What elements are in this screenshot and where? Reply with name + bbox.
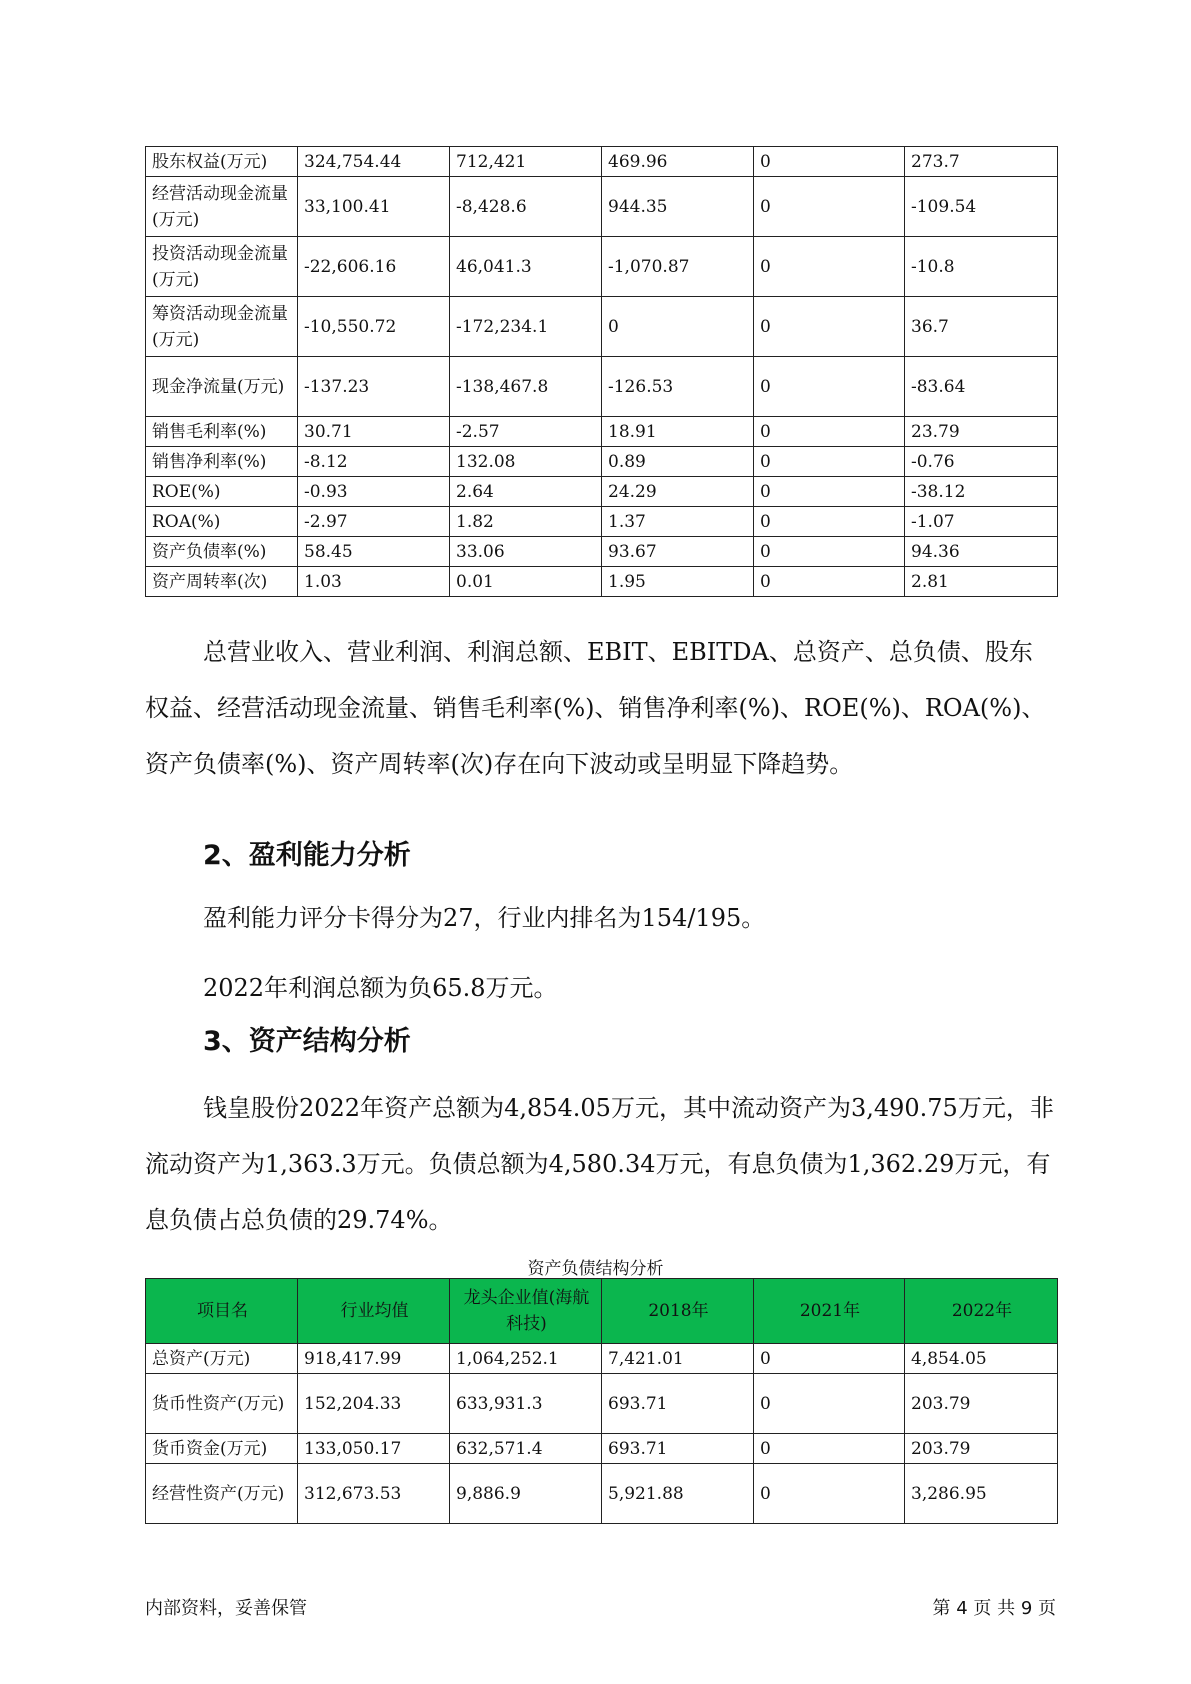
value-cell: 1.82 <box>450 507 602 537</box>
value-cell: 2.64 <box>450 477 602 507</box>
row-label-cell: 股东权益(万元) <box>146 147 298 177</box>
table-row <box>146 477 1058 507</box>
table-caption: 资产负债结构分析 <box>527 1259 664 1279</box>
row-label-cell: 销售毛利率(%) <box>146 417 298 447</box>
value-cell: 0 <box>754 177 905 237</box>
value-cell: 1.37 <box>602 507 754 537</box>
table-row <box>146 357 1058 417</box>
value-cell: 633,931.3 <box>450 1374 602 1434</box>
column-header-cell: 行业均值 <box>298 1279 450 1344</box>
footer-confidential-note: 内部资料，妥善保管 <box>145 1598 307 1619</box>
value-cell: 0 <box>754 297 905 357</box>
value-cell: 94.36 <box>905 537 1058 567</box>
value-cell: -0.93 <box>298 477 450 507</box>
row-label-cell: 货币资金(万元) <box>146 1434 298 1464</box>
value-cell: 0 <box>754 567 905 597</box>
value-cell: 2.81 <box>905 567 1058 597</box>
table-row <box>146 177 1058 237</box>
value-cell: 93.67 <box>602 537 754 567</box>
value-cell: -138,467.8 <box>450 357 602 417</box>
value-cell: 1.03 <box>298 567 450 597</box>
value-cell: 0 <box>754 147 905 177</box>
value-cell: -10.8 <box>905 237 1058 297</box>
value-cell: 33,100.41 <box>298 177 450 237</box>
value-cell: -109.54 <box>905 177 1058 237</box>
value-cell: 0 <box>754 237 905 297</box>
asset-structure-paragraph: 钱皇股份2022年资产总额为4,854.05万元，其中流动资产为3,490.75万元，非流动资产为1,363.3万元。负债总额为4,580.34万元，有息负债为1,362.29万元，有息负债占总负债的29.74%。 <box>145 1094 1054 1234</box>
value-cell: -137.23 <box>298 357 450 417</box>
table-row <box>146 447 1058 477</box>
value-cell: 133,050.17 <box>298 1434 450 1464</box>
value-cell: 0 <box>754 1344 905 1374</box>
value-cell: -2.57 <box>450 417 602 447</box>
table-row <box>146 1434 1058 1464</box>
value-cell: -8,428.6 <box>450 177 602 237</box>
row-label-cell: 投资活动现金流量(万元) <box>146 237 298 297</box>
value-cell: 24.29 <box>602 477 754 507</box>
footer-page-number: 第 4 页 共 9 页 <box>932 1598 1056 1619</box>
value-cell: -38.12 <box>905 477 1058 507</box>
column-header-cell: 2021年 <box>754 1279 905 1344</box>
table-row <box>146 507 1058 537</box>
value-cell: 3,286.95 <box>905 1464 1058 1524</box>
value-cell: 0.01 <box>450 567 602 597</box>
value-cell: -0.76 <box>905 447 1058 477</box>
value-cell: 18.91 <box>602 417 754 447</box>
summary-paragraph: 总营业收入、营业利润、利润总额、EBIT、EBITDA、总资产、总负债、股东权益、经营活动现金流量、销售毛利率(%)、销售净利率(%)、ROE(%)、ROA(%)、资产负债率(%)、资产周转率(次)存在向下波动或呈明显下降趋势。 <box>145 638 1046 778</box>
value-cell: -8.12 <box>298 447 450 477</box>
table-row <box>146 297 1058 357</box>
value-cell: 46,041.3 <box>450 237 602 297</box>
column-header-cell: 项目名 <box>146 1279 298 1344</box>
value-cell: -22,606.16 <box>298 237 450 297</box>
value-cell: 944.35 <box>602 177 754 237</box>
value-cell: 0 <box>754 1374 905 1434</box>
table-row <box>146 1374 1058 1434</box>
value-cell: 33.06 <box>450 537 602 567</box>
value-cell: 0 <box>754 447 905 477</box>
value-cell: 0 <box>754 537 905 567</box>
value-cell: 1,064,252.1 <box>450 1344 602 1374</box>
value-cell: 0 <box>602 297 754 357</box>
value-cell: 203.79 <box>905 1374 1058 1434</box>
row-label-cell: 资产周转率(次) <box>146 567 298 597</box>
value-cell: 0 <box>754 357 905 417</box>
table-row <box>146 417 1058 447</box>
value-cell: 632,571.4 <box>450 1434 602 1464</box>
row-label-cell: 现金净流量(万元) <box>146 357 298 417</box>
column-header-cell: 2022年 <box>905 1279 1058 1344</box>
value-cell: 5,921.88 <box>602 1464 754 1524</box>
row-label-cell: 总资产(万元) <box>146 1344 298 1374</box>
value-cell: 273.7 <box>905 147 1058 177</box>
table-header-row <box>146 1279 1058 1344</box>
value-cell: 23.79 <box>905 417 1058 447</box>
row-label-cell: 销售净利率(%) <box>146 447 298 477</box>
table-row <box>146 1344 1058 1374</box>
value-cell: 0 <box>754 1464 905 1524</box>
value-cell: 58.45 <box>298 537 450 567</box>
value-cell: 918,417.99 <box>298 1344 450 1374</box>
value-cell: 0 <box>754 1434 905 1464</box>
value-cell: -83.64 <box>905 357 1058 417</box>
financial-indicators-table <box>145 146 1058 597</box>
row-label-cell: 资产负债率(%) <box>146 537 298 567</box>
table-row <box>146 1464 1058 1524</box>
value-cell: 30.71 <box>298 417 450 447</box>
table-row <box>146 567 1058 597</box>
column-header-cell: 龙头企业值(海航科技) <box>450 1279 602 1344</box>
value-cell: 9,886.9 <box>450 1464 602 1524</box>
value-cell: -1,070.87 <box>602 237 754 297</box>
value-cell: 324,754.44 <box>298 147 450 177</box>
table-row <box>146 537 1058 567</box>
value-cell: 693.71 <box>602 1434 754 1464</box>
asset-liability-structure-table <box>145 1278 1058 1524</box>
value-cell: 712,421 <box>450 147 602 177</box>
row-label-cell: 经营活动现金流量(万元) <box>146 177 298 237</box>
value-cell: 152,204.33 <box>298 1374 450 1434</box>
row-label-cell: ROA(%) <box>146 507 298 537</box>
value-cell: 132.08 <box>450 447 602 477</box>
value-cell: 0 <box>754 417 905 447</box>
row-label-cell: 货币性资产(万元) <box>146 1374 298 1434</box>
row-label-cell: 筹资活动现金流量(万元) <box>146 297 298 357</box>
value-cell: -10,550.72 <box>298 297 450 357</box>
value-cell: 0 <box>754 477 905 507</box>
value-cell: 0.89 <box>602 447 754 477</box>
value-cell: 203.79 <box>905 1434 1058 1464</box>
section-heading-asset-structure: 3、资产结构分析 <box>203 1026 411 1057</box>
row-label-cell: ROE(%) <box>146 477 298 507</box>
value-cell: -126.53 <box>602 357 754 417</box>
value-cell: 469.96 <box>602 147 754 177</box>
value-cell: 36.7 <box>905 297 1058 357</box>
value-cell: 693.71 <box>602 1374 754 1434</box>
row-label-cell: 经营性资产(万元) <box>146 1464 298 1524</box>
value-cell: -2.97 <box>298 507 450 537</box>
table-row <box>146 237 1058 297</box>
profitability-paragraph-2: 2022年利润总额为负65.8万元。 <box>203 974 558 1002</box>
section-heading-profitability: 2、盈利能力分析 <box>203 840 411 871</box>
value-cell: 7,421.01 <box>602 1344 754 1374</box>
value-cell: 4,854.05 <box>905 1344 1058 1374</box>
table-row <box>146 147 1058 177</box>
column-header-cell: 2018年 <box>602 1279 754 1344</box>
value-cell: 0 <box>754 507 905 537</box>
value-cell: 312,673.53 <box>298 1464 450 1524</box>
value-cell: -172,234.1 <box>450 297 602 357</box>
value-cell: -1.07 <box>905 507 1058 537</box>
value-cell: 1.95 <box>602 567 754 597</box>
profitability-paragraph-1: 盈利能力评分卡得分为27，行业内排名为154/195。 <box>203 904 766 932</box>
